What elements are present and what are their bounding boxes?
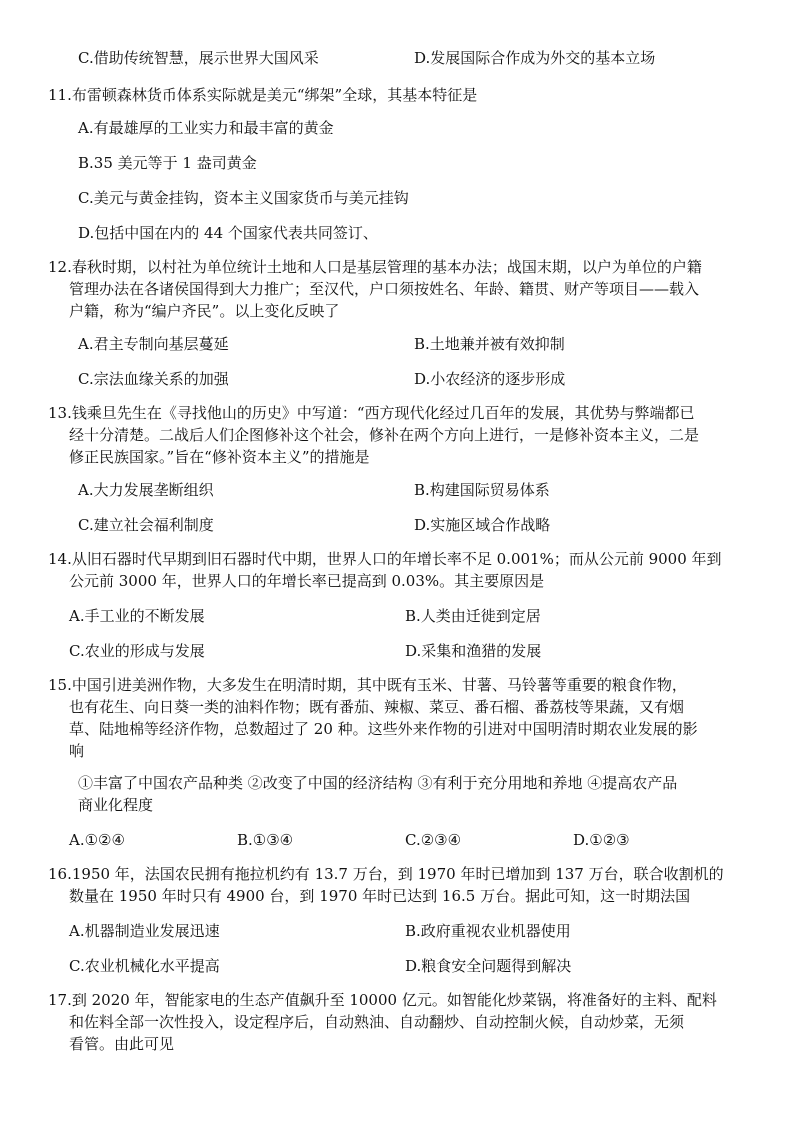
q15-stem-line-4: 响: [69, 742, 85, 760]
q15-items-line-1: ①丰富了中国农产品种类 ②改变了中国的经济结构 ③有利于充分用地和养地 ④提高农产品: [78, 774, 678, 792]
q11-option-d: D.包括中国在内的 44 个国家代表共同签订、: [78, 224, 378, 242]
q15-stem-line-3: 草、陆地棉等经济作物，总数超过了 20 种。这些外来作物的引进对中国明清时期农业发展的影: [69, 720, 698, 738]
q14-option-b: B.人类由迁徙到定居: [405, 607, 541, 625]
q15-items-line-2: 商业化程度: [78, 796, 154, 814]
q11-stem: 11.布雷顿森林货币体系实际就是美元“绑架”全球，其基本特征是: [48, 86, 478, 104]
q15-option-d: D.①②③: [573, 831, 630, 849]
q14-option-d: D.采集和渔猎的发展: [405, 642, 542, 660]
q15-option-b: B.①③④: [237, 831, 294, 849]
q11-option-b: B.35 美元等于 1 盎司黄金: [78, 154, 257, 172]
q13-option-a: A.大力发展垄断组织: [78, 481, 214, 499]
q14-option-c: C.农业的形成与发展: [69, 642, 205, 660]
q15-option-c: C.②③④: [405, 831, 462, 849]
q13-stem-line-2: 经十分清楚。二战后人们企图修补这个社会，修补在两个方向上进行，一是修补资本主义，二是: [69, 426, 700, 444]
q13-option-d: D.实施区域合作战略: [414, 516, 551, 534]
q11-option-c: C.美元与黄金挂钩，资本主义国家货币与美元挂钩: [78, 189, 409, 207]
q17-stem-line-2: 和佐料全部一次性投入，设定程序后，自动熟油、自动翻炒、自动控制火候，自动炒菜，无须: [69, 1013, 685, 1031]
q14-option-a: A.手工业的不断发展: [69, 607, 205, 625]
q16-stem-line-1: 16.1950 年，法国农民拥有拖拉机约有 13.7 万台，到 1970 年时已增加到 137 万台，联合收割机的: [48, 865, 724, 883]
q16-option-b: B.政府重视农业机器使用: [405, 922, 571, 940]
q16-option-c: C.农业机械化水平提高: [69, 957, 220, 975]
q16-stem-line-2: 数量在 1950 年时只有 4900 台，到 1970 年时已达到 16.5 万台。据此可知，这一时期法国: [69, 887, 691, 905]
q12-stem-line-2: 管理办法在各诸侯国得到大力推广；至汉代，户口须按姓名、年龄、籍贯、财产等项目——载入: [69, 280, 700, 298]
q13-stem-line-3: 修正民族国家。”旨在“修补资本主义”的措施是: [69, 448, 370, 466]
q12-stem-line-3: 户籍，称为“编户齐民”。以上变化反映了: [69, 302, 340, 320]
q16-option-a: A.机器制造业发展迅速: [69, 922, 220, 940]
q16-option-d: D.粮食安全问题得到解决: [405, 957, 572, 975]
q12-option-d: D.小农经济的逐步形成: [414, 370, 566, 388]
q12-option-c: C.宗法血缘关系的加强: [78, 370, 229, 388]
q13-option-c: C.建立社会福利制度: [78, 516, 214, 534]
q15-stem-line-1: 15.中国引进美洲作物，大多发生在明清时期，其中既有玉米、甘薯、马铃薯等重要的粮食作物，: [48, 676, 687, 694]
q17-stem-line-1: 17.到 2020 年，智能家电的生态产值飙升至 10000 亿元。如智能化炒菜锅，将准备好的主料、配料: [48, 991, 717, 1009]
q15-stem-line-2: 也有花生、向日葵一类的油料作物；既有番茄、辣椒、菜豆、番石榴、番荔枝等果蔬，又有烟: [69, 698, 685, 716]
q11-option-a: A.有最雄厚的工业实力和最丰富的黄金: [78, 119, 334, 137]
q15-option-a: A.①②④: [69, 831, 125, 849]
q12-option-b: B.土地兼并被有效抑制: [414, 335, 565, 353]
q10-option-c: C.借助传统智慧，展示世界大国风采: [78, 49, 319, 67]
q17-stem-line-3: 看管。由此可见: [69, 1035, 175, 1053]
q13-option-b: B.构建国际贸易体系: [414, 481, 550, 499]
q13-stem-line-1: 13.钱乘旦先生在《寻找他山的历史》中写道：“西方现代化经过几百年的发展，其优势与弊端都已: [48, 404, 695, 422]
q10-option-d: D.发展国际合作成为外交的基本立场: [414, 49, 656, 67]
q12-stem-line-1: 12.春秋时期，以村社为单位统计土地和人口是基层管理的基本办法；战国末期，以户为单位的户籍: [48, 258, 702, 276]
q14-stem-line-1: 14.从旧石器时代早期到旧石器时代中期，世界人口的年增长率不足 0.001%；而从公元前 9000 年到: [48, 550, 722, 568]
q14-stem-line-2: 公元前 3000 年，世界人口的年增长率已提高到 0.03%。其主要原因是: [69, 572, 545, 590]
q12-option-a: A.君主专制向基层蔓延: [78, 335, 229, 353]
